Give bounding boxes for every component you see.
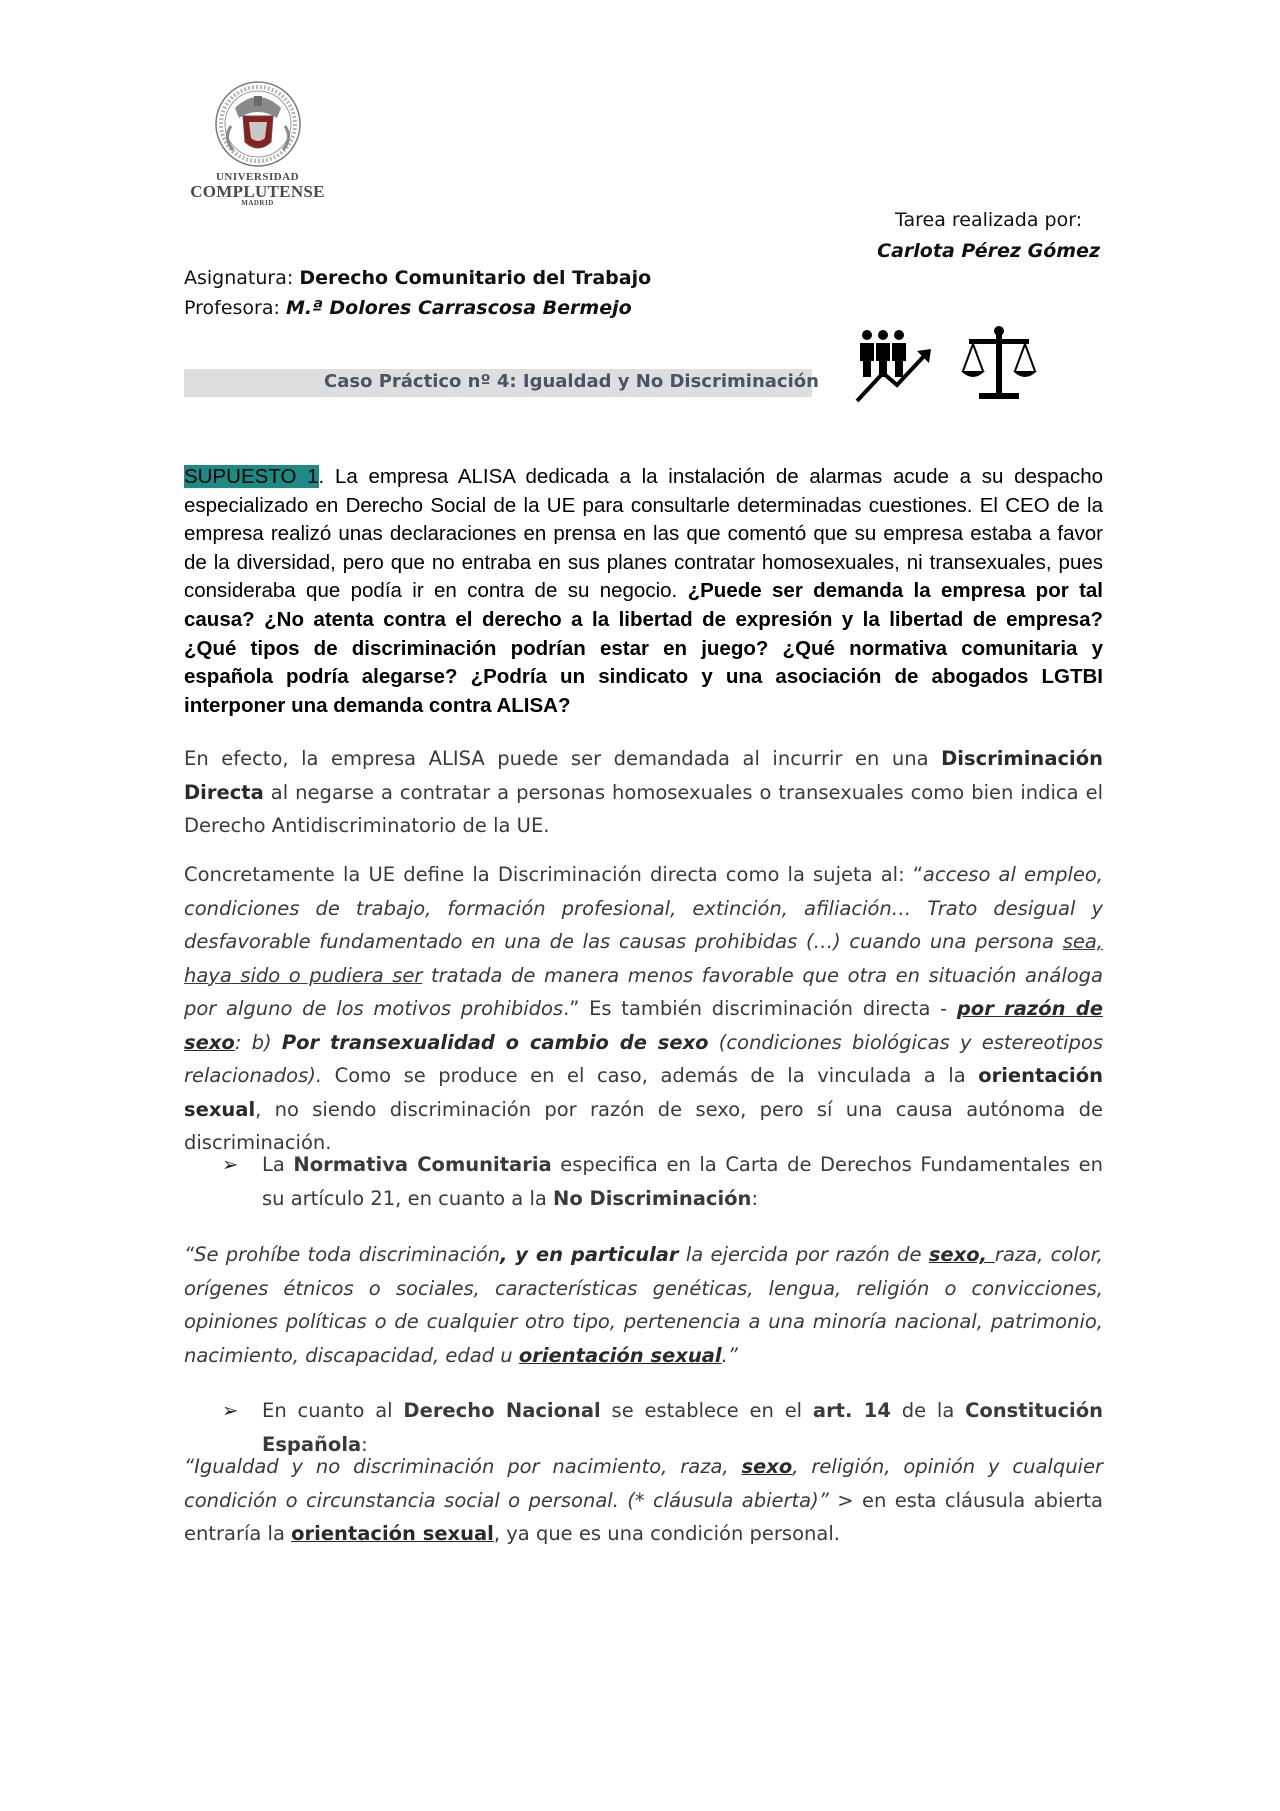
q1-orientacion-sexual: orientación sexual [518, 1343, 722, 1367]
b2-text-c: se establece en el [600, 1399, 813, 1422]
bullet-1-text [262, 1148, 1103, 1215]
profesora-line [184, 293, 651, 323]
logo-line-3: MADRID [241, 199, 274, 207]
b1-normativa-comunitaria: Normativa Comunitaria [293, 1153, 552, 1176]
arrow-bullet-icon: ➢ [222, 1399, 239, 1422]
quote-constitucion [184, 1450, 1103, 1551]
q2-text-a: “Igualdad y no discriminación por nacimiento, raza, [184, 1455, 742, 1478]
profesora-value: M.ª Dolores Carrascosa Bermejo [285, 297, 632, 319]
arrow-bullet-icon: ➢ [222, 1153, 239, 1176]
b2-text-e: de la [890, 1399, 966, 1422]
q1-text-g: .” [721, 1343, 738, 1367]
q2-text-f: , ya que es una condición personal. [493, 1522, 840, 1545]
q1-text-a: “Se prohíbe toda discriminación [184, 1243, 501, 1266]
p2-italic-continuation: tratada de manera menos favorable que otra en situación análoga por alguno de los motivos prohibidos [184, 963, 1103, 1020]
q2-orientacion-sexual: orientación sexual [291, 1522, 494, 1545]
p2-text-a: Concretamente la UE define la Discriminación directa como la sujeta al: “ [184, 863, 923, 886]
author-label: Tarea realizada por: [895, 209, 1083, 231]
logo-line-2: COMPLUTENSE [190, 182, 325, 201]
q1-text-c: la ejercida por razón de [678, 1243, 929, 1266]
b2-constitucion: Constitución Española [262, 1399, 1104, 1456]
bullet-normativa-comunitaria [222, 1148, 1103, 1215]
asignatura-line [184, 263, 651, 293]
p2-orientacion-sexual: orientación sexual [184, 1064, 1103, 1121]
p2-por-razon-de-sexo: por razón de sexo [184, 997, 1103, 1054]
scales-of-justice-icon [961, 326, 1037, 399]
b2-text-a: En cuanto al [262, 1399, 404, 1422]
supuesto-tag: SUPUESTO 1 [184, 465, 319, 488]
p1-bold-discriminacion-directa: Discriminación Directa [184, 747, 1103, 804]
subject-block [184, 263, 651, 323]
paragraph-1 [184, 742, 1103, 843]
q2-text-d: > en esta cláusula abierta entraría la [184, 1488, 1103, 1545]
supuesto-text: . La empresa ALISA dedicada a la instalación de alarmas acude a su despacho especializado en Derecho Social de la UE para consultarle determinadas cuestiones. El CEO de la empresa realizó unas declaraciones en prensa en las que comentó que su empresa estaba a favor de la diversidad, pero que no entraba en sus planes contratar homosexuales, ni transexuales, pues consideraba que podía ir en contra de su negocio. [184, 465, 1103, 603]
p2-text-i: (condiciones biológicas y estereotipos relacionados). [184, 1030, 1104, 1087]
b2-text-g: : [361, 1432, 368, 1456]
b1-text-c: especifica en la Carta de Derechos Fundamentales en su artículo 21, en cuanto a la [262, 1153, 1104, 1210]
quote-carta-derechos [184, 1238, 1103, 1372]
paragraph-2 [184, 858, 1103, 1160]
b1-text-e: : [751, 1186, 759, 1210]
people-growth-icon [857, 330, 931, 401]
q2-sexo: sexo [741, 1455, 793, 1478]
b1-no-discriminacion: No Discriminación [553, 1186, 752, 1210]
case-title: Caso Práctico nº 4: Igualdad y No Discriminación [324, 371, 819, 392]
p2-text-l: , no siendo discriminación por razón de sexo, pero sí una causa autónoma de discriminación. [184, 1097, 1103, 1154]
supuesto-questions: ¿Puede ser demanda la empresa por tal causa? ¿No atenta contra el derecho a la libertad de expresión y la libertad de empresa? ¿Qué tipos de discriminación podrían estar en juego? ¿Qué normativa comunitaria y española podría alegarse? ¿Podría un sindicato y una asociación de abogados LGTBI interponer una demanda contra ALISA? [184, 579, 1103, 717]
case-title-bar [184, 369, 819, 397]
p2-underlined-phrase: sea, haya sido o pudiera ser [184, 930, 1103, 987]
b2-art-14: art. 14 [812, 1399, 891, 1422]
author-name: Carlota Pérez Gómez [877, 240, 1100, 262]
asignatura-label: Asignatura: [184, 267, 300, 289]
p1-text-c: al negarse a contratar a personas homosexuales o transexuales como bien indica el Derecho Antidiscriminatorio de la UE. [184, 780, 1103, 837]
b2-derecho-nacional: Derecho Nacional [403, 1399, 601, 1422]
q2-text-c: , religión, opinión y cualquier condición o circunstancia social o personal. (* cláusula abierta)” [184, 1455, 1103, 1512]
supuesto-paragraph [184, 463, 1103, 720]
university-logo [190, 78, 325, 207]
p2-text-j: Como se produce en el caso, además de la vinculada a la [322, 1064, 979, 1087]
q1-en-particular: , y en particular [500, 1243, 679, 1266]
author-block [877, 205, 1100, 267]
logo-line-1: UNIVERSIDAD [215, 171, 300, 183]
p2-italic-definition: acceso al empleo, condiciones de trabajo, formación profesional, extinción, afiliación… Trato desigual y desfavorable fundamentado en una de las causas prohibidas (…) cuando una persona [184, 863, 1103, 953]
profesora-label: Profesora: [184, 297, 286, 319]
asignatura-value: Derecho Comunitario del Trabajo [299, 267, 652, 289]
header-icons [853, 325, 1053, 405]
university-seal-icon [213, 78, 303, 170]
p2-transexualidad: Por transexualidad o cambio de sexo [281, 1030, 709, 1054]
p1-text-a: En efecto, la empresa ALISA puede ser demandada al incurrir en una [184, 747, 942, 770]
q1-sexo: sexo, [928, 1243, 995, 1266]
p2-text-g: : b) [234, 1030, 282, 1054]
b1-text-a: La [262, 1153, 294, 1176]
p2-text-e: .” Es también discriminación directa - [563, 997, 957, 1020]
q1-text-e: raza, color, orígenes étnicos o sociales, características genéticas, lengua, religión o convicciones, opiniones políticas o de cualquier otro tipo, pertenencia a una minoría nacional, patrimonio, nacimiento, discapacidad, edad u [184, 1243, 1103, 1367]
